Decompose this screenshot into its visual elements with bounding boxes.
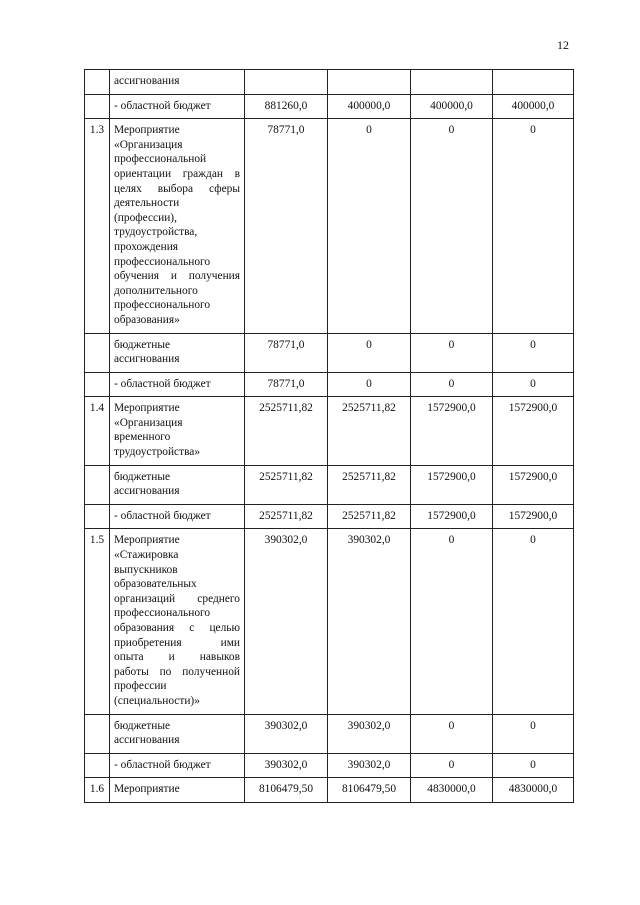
budget-table-body xyxy=(85,70,574,803)
description-line: «Организация xyxy=(114,138,183,151)
value-cell-4: 400000,0 xyxy=(493,94,574,119)
value-cell-1: 78771,0 xyxy=(245,333,328,372)
table-row xyxy=(85,465,574,504)
value-cell-3: 1572900,0 xyxy=(411,465,493,504)
table-row xyxy=(85,778,574,803)
table-row xyxy=(85,529,574,714)
description-cell xyxy=(110,714,245,753)
description-line: трудоустройства» xyxy=(114,446,201,459)
row-number-cell xyxy=(85,465,110,504)
description-line: - областной бюджет xyxy=(114,758,211,771)
value-cell-1: 881260,0 xyxy=(245,94,328,119)
description-cell xyxy=(110,529,245,714)
value-cell-4: 1572900,0 xyxy=(493,504,574,529)
description-cell xyxy=(110,778,245,803)
value-cell-1: 2525711,82 xyxy=(245,397,328,465)
description-line: прохождения xyxy=(114,240,179,253)
description-line: - областной бюджет xyxy=(114,509,211,522)
description-line: Мероприятие xyxy=(114,534,180,547)
value-cell-2: 390302,0 xyxy=(328,714,411,753)
value-cell-4: 0 xyxy=(493,333,574,372)
value-cell-4: 0 xyxy=(493,529,574,714)
description-line: Мероприятие xyxy=(114,783,180,796)
value-cell-2 xyxy=(328,70,411,95)
description-line: трудоустройства, xyxy=(114,226,198,239)
description-line: профессионального xyxy=(114,255,211,268)
row-number-cell xyxy=(85,372,110,397)
value-cell-2: 390302,0 xyxy=(328,529,411,714)
description-line: образования» xyxy=(114,313,180,326)
description-line: бюджетные xyxy=(114,338,171,351)
row-number-cell: 1.4 xyxy=(85,397,110,465)
row-number-cell xyxy=(85,753,110,778)
row-number-cell xyxy=(85,94,110,119)
value-cell-4: 4830000,0 xyxy=(493,778,574,803)
value-cell-4: 1572900,0 xyxy=(493,397,574,465)
value-cell-1: 390302,0 xyxy=(245,714,328,753)
description-line: временного xyxy=(114,431,171,444)
description-cell xyxy=(110,94,245,119)
value-cell-2: 0 xyxy=(328,372,411,397)
row-number-cell xyxy=(85,333,110,372)
description-line: организаций среднего xyxy=(114,592,240,605)
value-cell-4: 0 xyxy=(493,119,574,333)
description-line: бюджетные xyxy=(114,470,171,483)
value-cell-3: 0 xyxy=(411,753,493,778)
value-cell-3 xyxy=(411,70,493,95)
description-line: - областной бюджет xyxy=(114,377,211,390)
row-number-cell: 1.5 xyxy=(85,529,110,714)
value-cell-3: 1572900,0 xyxy=(411,397,493,465)
value-cell-2: 0 xyxy=(328,119,411,333)
table-row xyxy=(85,94,574,119)
value-cell-4: 0 xyxy=(493,714,574,753)
value-cell-1: 78771,0 xyxy=(245,372,328,397)
description-line: «Стажировка xyxy=(114,549,179,562)
description-line: (специальности)» xyxy=(114,694,200,707)
description-line: выпускников xyxy=(114,563,178,576)
value-cell-4: 1572900,0 xyxy=(493,465,574,504)
value-cell-1: 2525711,82 xyxy=(245,465,328,504)
value-cell-3: 0 xyxy=(411,333,493,372)
value-cell-3: 0 xyxy=(411,119,493,333)
table-row xyxy=(85,70,574,95)
value-cell-3: 400000,0 xyxy=(411,94,493,119)
description-line: «Организация xyxy=(114,416,183,429)
description-line: бюджетные xyxy=(114,719,171,732)
page-number: 12 xyxy=(557,38,569,52)
description-line: целях выбора сферы xyxy=(114,182,240,195)
description-line: Мероприятие xyxy=(114,402,180,415)
value-cell-1: 390302,0 xyxy=(245,529,328,714)
table-row xyxy=(85,753,574,778)
value-cell-3: 0 xyxy=(411,372,493,397)
description-line: дополнительного xyxy=(114,284,198,297)
value-cell-2: 0 xyxy=(328,333,411,372)
table-row xyxy=(85,504,574,529)
description-line: Мероприятие xyxy=(114,124,180,137)
value-cell-2: 2525711,82 xyxy=(328,465,411,504)
description-cell xyxy=(110,465,245,504)
row-number-cell xyxy=(85,504,110,529)
description-line: ассигнования xyxy=(114,734,180,747)
table-row xyxy=(85,333,574,372)
value-cell-4 xyxy=(493,70,574,95)
description-line: образования с целью xyxy=(114,622,240,634)
description-line: опыта и навыков xyxy=(114,651,240,664)
table-row xyxy=(85,714,574,753)
description-line: ориентации граждан в xyxy=(114,167,240,180)
table-row xyxy=(85,372,574,397)
description-cell xyxy=(110,372,245,397)
value-cell-2: 8106479,50 xyxy=(328,778,411,803)
row-number-cell: 1.3 xyxy=(85,119,110,333)
value-cell-3: 0 xyxy=(411,714,493,753)
description-line: ассигнования xyxy=(114,75,180,87)
value-cell-1: 2525711,82 xyxy=(245,504,328,529)
row-number-cell xyxy=(85,714,110,753)
description-line: обучения и получения xyxy=(114,270,240,283)
description-line: деятельности xyxy=(114,197,180,210)
value-cell-1 xyxy=(245,70,328,95)
value-cell-4: 0 xyxy=(493,753,574,778)
description-line: образовательных xyxy=(114,578,197,591)
value-cell-1: 78771,0 xyxy=(245,119,328,333)
description-line: профессиональной xyxy=(114,153,207,166)
description-cell xyxy=(110,119,245,333)
budget-table xyxy=(84,69,574,803)
value-cell-2: 2525711,82 xyxy=(328,397,411,465)
description-cell xyxy=(110,504,245,529)
value-cell-3: 0 xyxy=(411,529,493,714)
description-cell xyxy=(110,333,245,372)
description-line: профессии xyxy=(114,680,167,693)
description-cell xyxy=(110,70,245,95)
description-line: профессионального xyxy=(114,299,211,312)
value-cell-1: 390302,0 xyxy=(245,753,328,778)
value-cell-3: 1572900,0 xyxy=(411,504,493,529)
row-number-cell xyxy=(85,70,110,95)
description-cell xyxy=(110,397,245,465)
description-line: (профессии), xyxy=(114,211,177,224)
value-cell-2: 2525711,82 xyxy=(328,504,411,529)
description-line: ассигнования xyxy=(114,485,180,498)
description-line: ассигнования xyxy=(114,353,180,366)
description-cell xyxy=(110,753,245,778)
table-row xyxy=(85,397,574,465)
description-line: - областной бюджет xyxy=(114,99,211,112)
value-cell-1: 8106479,50 xyxy=(245,778,328,803)
description-line: работы по полученной xyxy=(114,665,240,678)
description-line: профессионального xyxy=(114,607,211,620)
value-cell-4: 0 xyxy=(493,372,574,397)
row-number-cell: 1.6 xyxy=(85,778,110,803)
description-line: приобретения ими xyxy=(114,636,240,649)
value-cell-2: 390302,0 xyxy=(328,753,411,778)
value-cell-2: 400000,0 xyxy=(328,94,411,119)
table-row xyxy=(85,119,574,333)
value-cell-3: 4830000,0 xyxy=(411,778,493,803)
